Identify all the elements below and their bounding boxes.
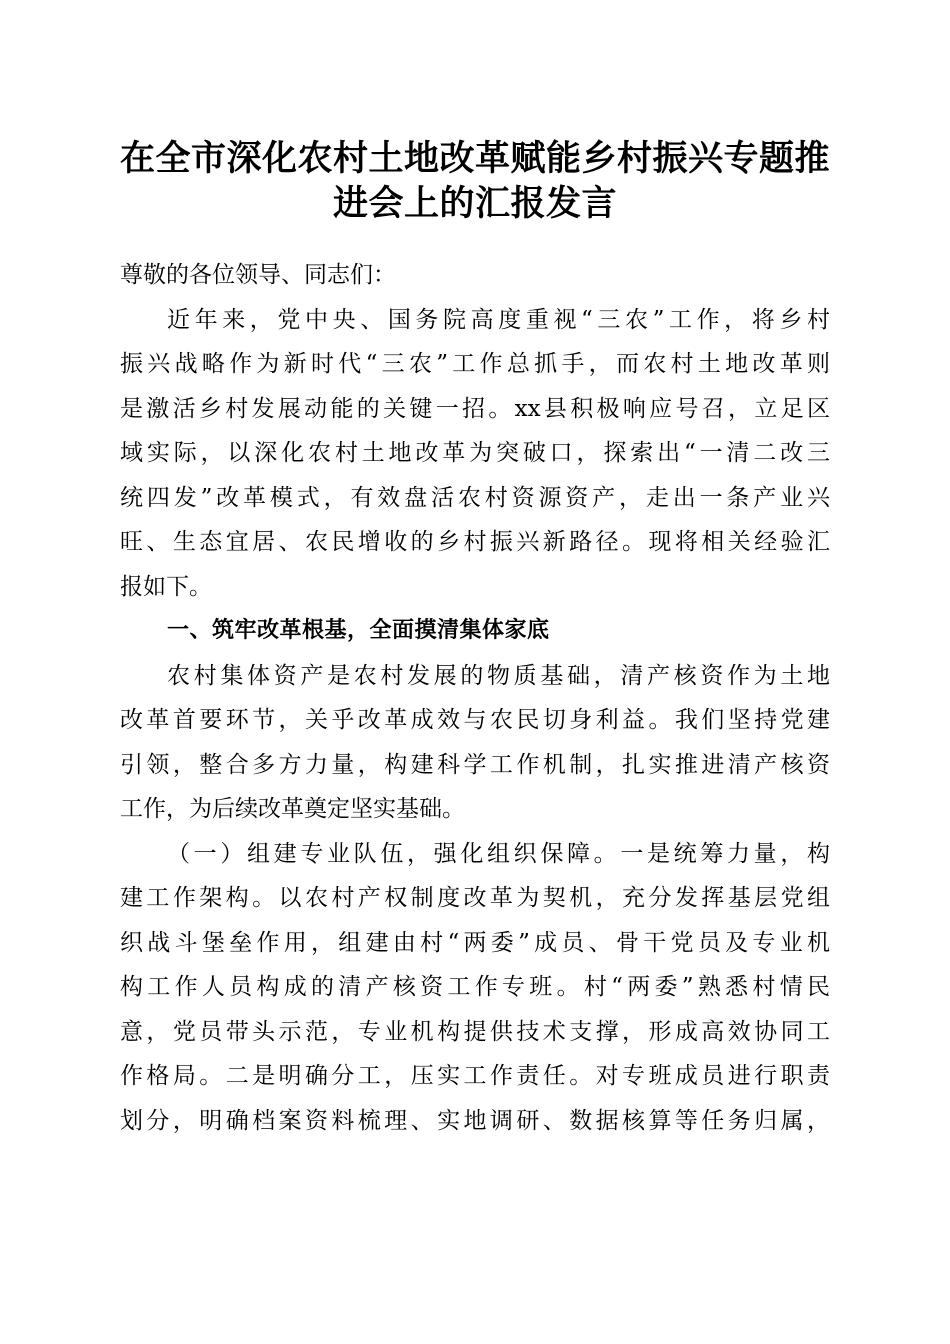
- subsection-line: 建工作架构。以农村产权制度改革为契机，充分发挥基层党组: [120, 885, 830, 911]
- subsection-line: （一）组建专业队伍，强化组织保障。一是统筹力量，构: [167, 840, 830, 867]
- title-line: 在全市深化农村土地改革赋能乡村振兴专题推: [119, 138, 830, 179]
- section-heading: 一、筑牢改革根基，全面摸清集体家底: [167, 618, 550, 643]
- document-title: [110, 136, 840, 226]
- subsection-line: 划分，明确档案资料梳理、实地调研、数据核算等任务归属，: [120, 1107, 830, 1134]
- intro-line: 振兴战略作为新时代“三农”工作总抓手，而农村土地改革则: [120, 351, 830, 377]
- intro-line: 近年来，党中央、国务院高度重视“三农”工作，将乡村: [167, 306, 830, 333]
- section-line: 农村集体资产是农村发展的物质基础，清产核资作为土地: [167, 662, 830, 689]
- subsection-line: 作格局。二是明确分工，压实工作责任。对专班成员进行职责: [120, 1063, 830, 1089]
- section-line: 改革首要环节，关乎改革成效与农民切身利益。我们坚持党建: [120, 707, 830, 733]
- intro-line: 是激活乡村发展动能的关键一招。xx县积极响应号召，立足区: [120, 395, 830, 422]
- section-line: 引领，整合多方力量，构建科学工作机制，扎实推进清产核资: [120, 751, 830, 778]
- title-line: 进会上的汇报发言: [332, 183, 617, 224]
- intro-line: 报如下。: [120, 573, 212, 600]
- document-body: [120, 253, 830, 1143]
- section-line: 工作，为后续改革奠定坚实基础。: [120, 796, 465, 822]
- salutation: 尊敬的各位领导、同志们：: [120, 262, 396, 288]
- subsection-line: 意，党员带头示范，专业机构提供技术支撑，形成高效协同工: [120, 1018, 830, 1045]
- subsection-line: 构工作人员构成的清产核资工作专班。村“两委”熟悉村情民: [120, 974, 830, 1000]
- intro-line: 旺、生态宜居、农民增收的乡村振兴新路径。现将相关经验汇: [120, 529, 830, 555]
- intro-line: 统四发”改革模式，有效盘活农村资源资产，走出一条产业兴: [120, 484, 830, 511]
- subsection-line: 织战斗堡垒作用，组建由村“两委”成员、骨干党员及专业机: [120, 929, 830, 956]
- intro-line: 域实际，以深化农村土地改革为突破口，探索出“一清二改三: [120, 440, 830, 466]
